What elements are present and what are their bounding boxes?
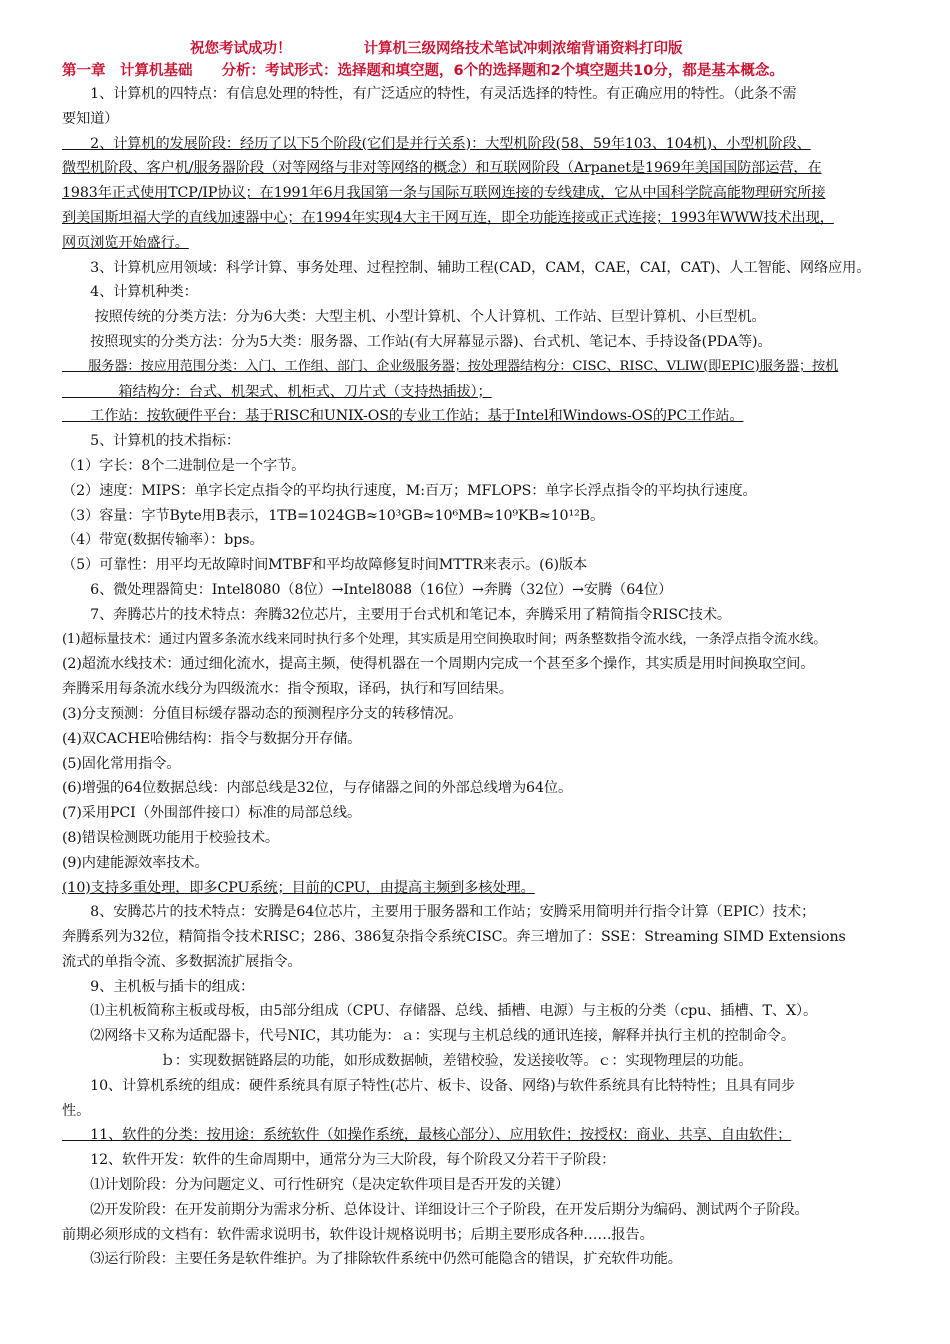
paragraph-line: 11、软件的分类：按用途：系统软件（如操作系统，最核心部分）、应用软件；按授权：商业、共享、自由软件；: [62, 1127, 792, 1144]
paragraph-line: (6)增强的64位数据总线：内部总线是32位，与存储器之间的外部总线增为64位。: [62, 780, 573, 797]
paragraph-line: 网页浏览开始盛行。: [62, 234, 189, 251]
paragraph-line: 按照现实的分类方法：分为5大类：服务器、工作站(有大屏幕显示器)、台式机、笔记本、手持设备(PDA等)。: [62, 333, 772, 350]
paragraph-line: (3)分支预测：分值目标缓存器动态的预测程序分支的转移情况。: [62, 705, 463, 722]
paragraph-line: (1)超标量技术：通过内置多条流水线来同时执行多个处理，其实质是用空间换取时间；两条整数指令流水线，一条浮点指令流水线。: [62, 631, 827, 647]
paragraph-line: 1983年正式使用TCP/IP协议；在1991年6月我国第一条与国际互联网连接的专线建成，它从中国科学院高能物理研究所接: [62, 185, 826, 202]
paragraph-line: ⑵网络卡又称为适配器卡，代号NIC，其功能为：ａ：实现与主机总线的通讯连接，解释并执行主机的控制命令。: [62, 1028, 795, 1045]
paragraph-line: ⑵开发阶段：在开发前期分为需求分析、总体设计、详细设计三个子阶段，在开发后期分为编码、测试两个子阶段。: [62, 1201, 809, 1218]
paragraph-line: （2）速度：MIPS：单字长定点指令的平均执行速度，M:百万；MFLOPS：单字长浮点指令的平均执行速度。: [62, 482, 757, 499]
header-line-1: [62, 38, 910, 60]
paragraph-line: 到美国斯坦福大学的直线加速器中心；在1994年实现4大主干网互连，即全功能连接或正式连接；1993年WWW技术出现，: [62, 209, 834, 226]
header-wish: 祝您考试成功！: [190, 41, 292, 57]
paragraph-line: 前期必须形成的文档有：软件需求说明书，软件设计规格说明书；后期主要形成各种……报告。: [62, 1226, 654, 1243]
paragraph-line: ⑶运行阶段：主要任务是软件维护。为了排除软件系统中仍然可能隐含的错误，扩充软件功能。: [62, 1251, 682, 1268]
paragraph-line: 服务器：按应用范围分类：入门、工作组、部门、企业级服务器；按处理器结构分：CISC、RISC、VLIW(即EPIC)服务器；按机: [62, 358, 839, 374]
header-title: 计算机三级网络技术笔试冲刺浓缩背诵资料打印版: [363, 41, 683, 57]
paragraph-line: 按照传统的分类方法：分为6大类：大型主机、小型计算机、个人计算机、工作站、巨型计算机、小巨型机。: [62, 309, 766, 326]
paragraph-line: 工作站：按软硬件平台：基于RISC和UNIX-OS的专业工作站；基于Intel和Windows-OS的PC工作站。: [62, 408, 744, 425]
paragraph-line: 奔腾系列为32位，精简指令技术RISC；286、386复杂指令系统CISC。奔三增加了：SSE：Streaming SIMD Extensions: [62, 929, 846, 946]
paragraph-line: 箱结构分：台式、机架式、机柜式、刀片式（支持热插拔）；: [62, 383, 492, 400]
paragraph-line: 8、安腾芯片的技术特点：安腾是64位芯片，主要用于服务器和工作站；安腾采用简明并行指令计算（EPIC）技术；: [62, 904, 816, 921]
paragraph-line: (8)错误检测既功能用于校验技术。: [62, 829, 280, 846]
paragraph-line: (9)内建能源效率技术。: [62, 854, 209, 871]
paragraph-line: 2、计算机的发展阶段：经历了以下5个阶段(它们是并行关系)：大型机阶段(58、59年103、104机)、小型机阶段、: [62, 135, 811, 152]
paragraph-line: 3、计算机应用领域：科学计算、事务处理、过程控制、辅助工程(CAD，CAM，CAE，CAI，CAT)、人工智能、网络应用。: [62, 259, 871, 276]
paragraph-line: （5）可靠性：用平均无故障时间MTBF和平均故障修复时间MTTR来表示。(6)版本: [62, 557, 588, 574]
paragraph-line: (5)固化常用指令。: [62, 755, 181, 772]
paragraph-line: 流式的单指令流、多数据流扩展指令。: [62, 953, 302, 970]
paragraph-line: (10)支持多重处理，即多CPU系统；目前的CPU，由提高主频到多核处理。: [62, 879, 535, 896]
paragraph-line: 1、计算机的四特点：有信息处理的特性，有广泛适应的特性，有灵活选择的特性。有正确应用的特性。（此条不需: [62, 86, 797, 102]
paragraph-line: 奔腾采用每条流水线分为四级流水：指令预取，译码，执行和写回结果。: [62, 681, 513, 698]
paragraph-line: 要知道）: [62, 110, 119, 127]
paragraph-line: 10、计算机系统的组成：硬件系统具有原子特性(芯片、板卡、设备、网络)与软件系统具有比特特性；且具有同步: [62, 1077, 796, 1094]
paragraph-line: 7、奔腾芯片的技术特点：奔腾32位芯片，主要用于台式机和笔记本，奔腾采用了精简指令RISC技术。: [62, 606, 732, 623]
paragraph-line: （3）容量：字节Byte用B表示，1TB=1024GB≈10³GB≈10⁶MB≈10⁹KB≈10¹²B。: [62, 507, 605, 524]
paragraph-line: (4)双CACHE哈佛结构：指令与数据分开存储。: [62, 730, 362, 747]
document-body: [62, 82, 910, 1272]
paragraph-line: 性。: [62, 1102, 91, 1119]
paragraph-line: （4）带宽(数据传输率）：bps。: [62, 532, 264, 549]
paragraph-line: 微型机阶段、客户机/服务器阶段（对等网络与非对等网络的概念）和互联网阶段（Arpanet是1969年美国国防部运营，在: [62, 160, 822, 177]
paragraph-line: ⑴计划阶段：分为问题定义、可行性研究（是决定软件项目是否开发的关键）: [62, 1177, 570, 1194]
chapter-heading: 第一章 计算机基础 分析：考试形式：选择题和填空题，6个的选择题和2个填空题共10分，都是基本概念。: [62, 63, 784, 79]
paragraph-line: 4、计算机种类：: [62, 284, 198, 301]
paragraph-line: 5、计算机的技术指标：: [62, 433, 240, 450]
paragraph-line: （1）字长：8个二进制位是一个字节。: [62, 457, 306, 474]
paragraph-line: (2)超流水线技术：通过细化流水，提高主频，使得机器在一个周期内完成一个甚至多个操作，其实质是用时间换取空间。: [62, 656, 815, 673]
paragraph-line: (7)采用PCI（外围部件接口）标准的局部总线。: [62, 805, 362, 822]
paragraph-line: ⑴主机板简称主板或母板，由5部分组成（CPU、存储器、总线、插槽、电源）与主板的分类（cpu、插槽、T、X）。: [62, 1003, 818, 1020]
paragraph-line: ｂ：实现数据链路层的功能，如形成数据帧，差错校验，发送接收等。ｃ：实现物理层的功能。: [62, 1053, 753, 1070]
paragraph-line: 6、微处理器简史：Intel8080（8位）→Intel8088（16位）→奔腾（32位）→安腾（64位）: [62, 581, 673, 598]
paragraph-line: 12、软件开发：软件的生命周期中，通常分为三大阶段，每个阶段又分若干子阶段：: [62, 1152, 616, 1169]
document-page: [62, 38, 910, 1272]
paragraph-line: 9、主机板与插卡的组成：: [62, 978, 255, 995]
